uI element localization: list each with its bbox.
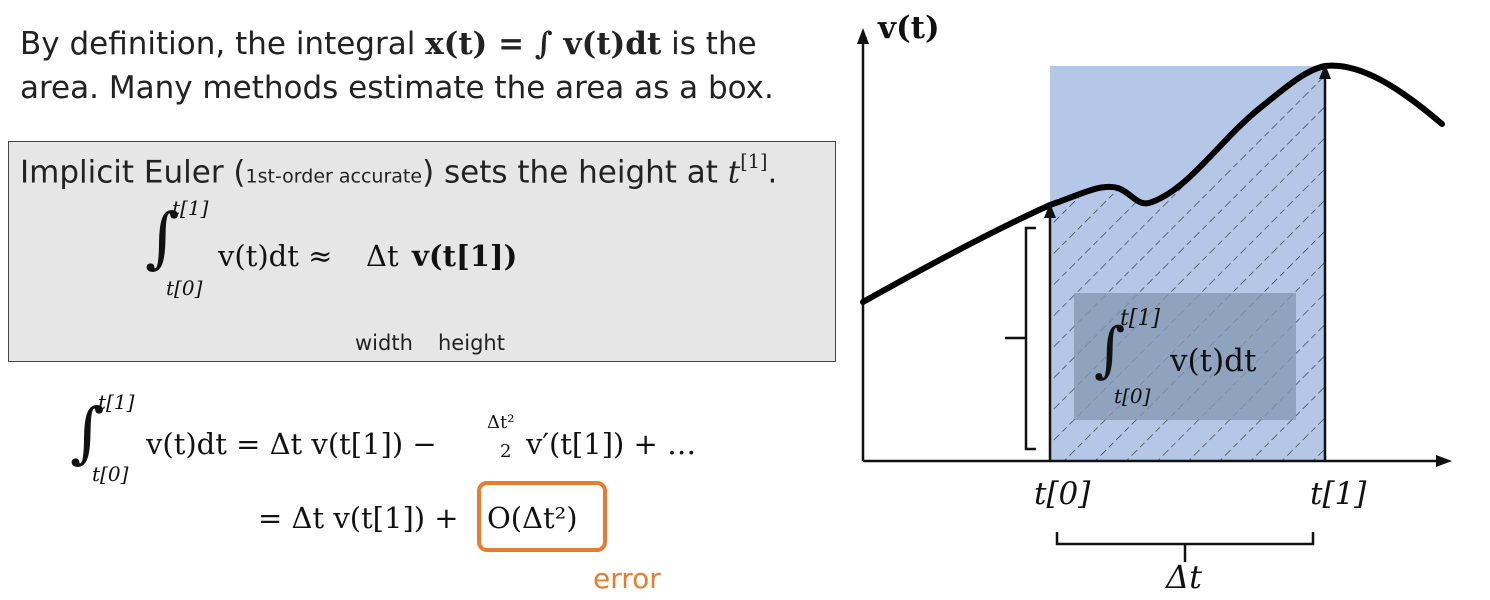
y-axis-label	[878, 10, 940, 46]
title-accuracy-note: 1st-order accurate	[245, 165, 423, 188]
overlay-lower-limit: t[0]	[1114, 384, 1151, 408]
expansion-line-1: v(t)dt = Δt v(t[1]) −	[146, 427, 437, 461]
title-var: t	[727, 154, 741, 191]
overlay-integrand: v(t)dt	[1170, 343, 1257, 379]
integral-sign: ∫	[145, 199, 180, 276]
overlay-upper-limit: t[1]	[1120, 306, 1161, 331]
error-label: error	[593, 562, 661, 595]
height-label: height	[438, 331, 505, 355]
intro-line1-suffix: is the	[661, 26, 757, 62]
title-prefix: Implicit Euler (	[20, 154, 246, 191]
y-axis-arrow	[857, 28, 869, 44]
y-axis-label-text: v(t)	[878, 10, 940, 46]
height-term: v(t[1])	[412, 239, 518, 273]
expansion-line-1-tail: v′(t[1]) + …	[526, 427, 697, 461]
intro-line-2: area. Many methods estimate the area as a box.	[20, 70, 774, 106]
x-tick-right: t[1]	[1310, 476, 1367, 512]
fraction-numerator: Δt²	[487, 412, 515, 433]
intro-line1-eq: x(t) = ∫ v(t)dt	[425, 26, 662, 62]
formula-left: v(t)dt ≈	[218, 239, 333, 273]
lower-limit: t[0]	[166, 276, 203, 300]
error-term: O(Δt²)	[487, 501, 578, 535]
width-term: Δt	[366, 239, 399, 273]
title-mid: ) sets the height at	[422, 154, 728, 191]
height-bracket	[1026, 228, 1036, 449]
expansion-lower-limit: t[0]	[92, 462, 129, 486]
interval-label: Δt	[1166, 558, 1202, 596]
intro-line1-prefix: By definition, the integral	[20, 26, 426, 62]
x-axis-arrow	[1436, 455, 1452, 467]
fraction-denominator: 2	[500, 441, 512, 462]
x-tick-left: t[0]	[1034, 476, 1091, 512]
expansion-integral-sign: ∫	[70, 394, 105, 471]
width-label: width	[355, 331, 413, 355]
title-end: .	[767, 154, 778, 191]
expansion-upper-limit: t[1]	[98, 390, 135, 414]
overlay-integral-sign: ∫	[1094, 315, 1126, 385]
title-sup: [1]	[740, 150, 768, 173]
expansion-line-2: = Δt v(t[1]) +	[258, 501, 459, 535]
interval-bracket	[1057, 532, 1313, 544]
upper-limit: t[1]	[172, 196, 209, 220]
